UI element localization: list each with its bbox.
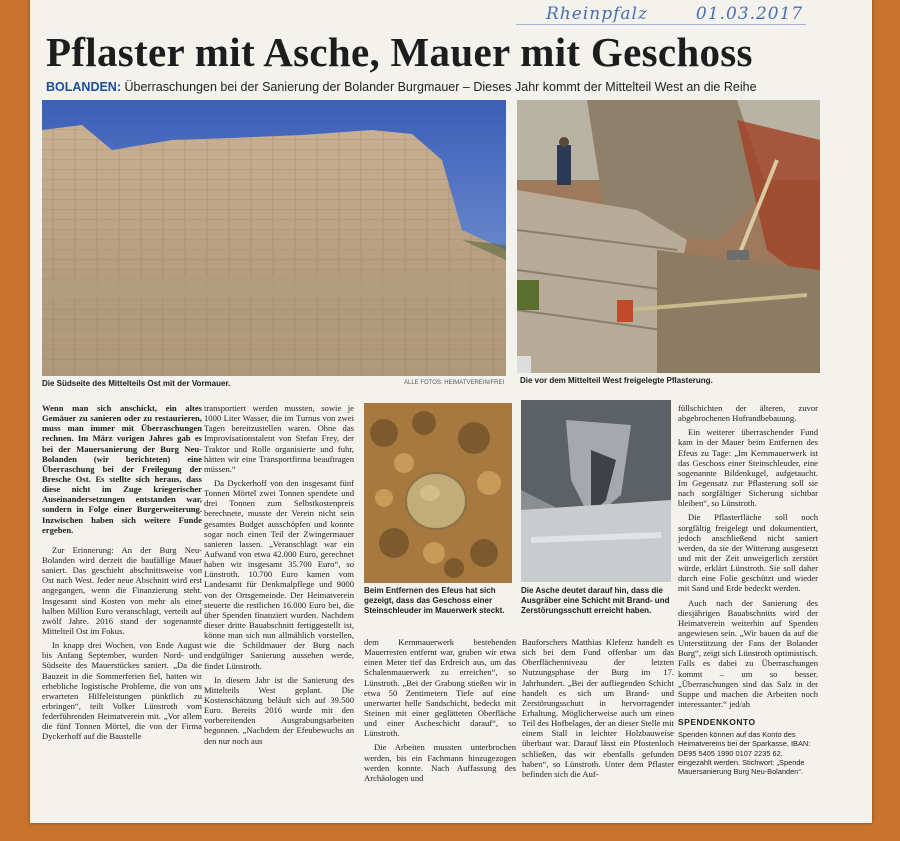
kicker-text: Überraschungen bei der Sanierung der Bolander Burgmauer – Dieses Jahr kommt der Mittelteil West an die Reihe <box>124 80 757 94</box>
ash-layer-image <box>521 400 671 582</box>
handwritten-note <box>546 4 851 24</box>
handwritten-date: 01.03.2017 <box>695 4 804 24</box>
col1-paragraph-2: In knapp drei Wochen, von Ende August bis Anfang September, wurden Nord- und Südseite des Mauerstückes saniert. „Da die Bauzeit in die Sommerferien fiel, hatten wir erhebliche logistische Probleme, die von uns erwarteten Hilfeleistungen pünktlich zu erbringen“, teilt Volker Lünstroth vom federführenden Heimatverein mit. „Vor allem die fünf Tonnen Mörtel, die von der Firma Dyckerhoff auf die Baustelle <box>42 640 202 742</box>
ash-photo-caption: Die Asche deutet darauf hin, dass die Ausgräber eine Schicht mit Brand- und Zerstörungsschutt erreicht haben. <box>521 586 670 615</box>
ivy-photo-caption: Beim Entfernen des Efeus hat sich gezeigt, dass das Geschoss einer Steinschleuder im Mauerwerk steckt. <box>364 586 505 615</box>
col3-paragraph-2: Die Arbeiten mussten unterbrochen werden, bis ein Fachmann hinzugezogen werden konnte. Nach Auffassung des Archäologen und <box>364 742 516 783</box>
col3-paragraph-1: dem Kernmauerwerk bestehenden Mauerresten entfernt war, gruben wir etwa einen Meter tief das Erdreich aus, um das Schalenmauerwerk zu erreichen“, so Lünstroth. „Bei der Grabung stießen wir in etwa 50 Zentimetern Tiefe auf eine unerwartet helle Sandschicht, bedeckt mit Steinen mit einer geglätteten Oberfläche und einer Ascheschicht darauf“, so Lünstroth. <box>364 637 516 739</box>
header-rule <box>516 24 806 25</box>
article-column-2 <box>204 403 354 750</box>
handwritten-source: Rheinpfalz <box>546 4 648 24</box>
article-column-1 <box>42 403 202 746</box>
col4-paragraph-1: Bauforschers Matthias Klefenz handelt es sich bei dem Fund offenbar um das Oberflächenniveau der letzten Nutzungsphase der Burg im 17. Jahrhundert. „Bei der aufliegenden Schicht handelt es sich um Brand- und Zerstörungsschutt in hervorragender Erhaltung. Möglicherweise auch um einen Teil des Hofbelages, der an dieser Stelle mit einem Stall in leichter Holzbauweise überbaut war. Darauf lässt ein Pfostenloch schließen, das wir ebenfalls gefunden haben“, so Lünstroth. Unter dem Pflaster befinden sich die Auf- <box>522 637 674 779</box>
photo-credit: ALLE FOTOS: HEIMATVEREIN/FREI <box>404 380 505 386</box>
col5-paragraph-2: Ein weiterer überraschender Fund kam in der Mauer beim Entfernen des Efeus zu Tage: „Im Kernmauerwerk ist das Geschoss einer Steinschleuder, eine sogenannte Bildenkugel, aufgetaucht. Im Gegensatz zur Pflasterung soll sie nach sorgfältiger Sicherung sichtbar bleiben“, so Lünstroth. <box>678 427 818 509</box>
col1-paragraph-1: Zur Erinnerung: An der Burg Neu-Bolanden wird derzeit die baufällige Mauer saniert. Das geschieht abschnittsweise von Ost nach West. Jeder neue Abschnitt wird erst angegangen, wenn die Finanzierung steht. Insgesamt sind Kosten von mehr als einer halben Million Euro veranschlagt, verteilt auf zwölf Jahre. 2016 stand der sogenannte Mittelteil Ost im Fokus. <box>42 544 202 636</box>
kicker-place: BOLANDEN: <box>46 80 121 94</box>
projectile-in-wall-image <box>364 403 512 583</box>
col5-paragraph-3: Die Pflasterfläche soll noch sorgfältig freigelegt und dokumentiert, jedoch anschließend nicht saniert werden, da sie der Witterung ausgesetzt und mit der Zeit unweigerlich zerstört würde, erklärt Lünstroth. Sie soll daher durch eine Folie geschützt und wieder mit Sand und Erde bedeckt werden. <box>678 512 818 594</box>
article-column-4 <box>522 637 674 783</box>
donation-box-heading: SPENDENKONTO <box>678 717 756 728</box>
ash-photo <box>521 400 671 582</box>
excavation-photo-caption: Die vor dem Mittelteil West freigelegte Pflasterung. <box>520 376 713 385</box>
kicker <box>46 80 757 94</box>
col2-paragraph-1: transportiert werden mussten, sowie je 1000 Liter Wasser, die im Turnus von zwei Tagen bereitzustellen waren. Ohne das Improvisationstalent von Stefan Frey, der Traktor und Rolle organisierte und fuhr, hätten wir eine Transportfirma beauftragen müssen.“ <box>204 403 354 474</box>
col5-paragraph-4: Auch nach der Sanierung des diesjährigen Bauabschnitts wird der Heimatverein weiterhin auf Spenden angewiesen sein. „Wir bauen da auf die Unterstützung der Fans der Bolander Burg“, zeigt sich Lünstroth optimistisch. Falls es dabei zu Überraschungen kommt – um so besser. „Überraschungen sind das Salz in der Suppe und machen die Arbeiten noch interessanter.“ jed/ah <box>678 597 818 709</box>
headline: Pflaster mit Asche, Mauer mit Geschoss <box>46 29 753 75</box>
wall-photo-caption: Die Südseite des Mittelteils Ost mit der Vormauer. <box>42 379 231 388</box>
col5-paragraph-1: füllschichten der älteren, zuvor abgebrochenen Hofrandbebauung. <box>678 403 818 424</box>
article-lead: Wenn man sich anschickt, ein altes Gemäuer zu sanieren oder zu restaurieren, muss man immer mit Überraschungen rechnen. Im März vorigen Jahres gab es bei der Mauersanierung der Burg Neu-Bolanden (wir berichteten) eine Überraschung bei der Freilegung der Bresche Ost. Es stellte sich heraus, dass diese nicht im Zuge kriegerischer Auseinandersetzungen entstanden war, sondern in Folge einer Burgerweiterung. Inzwischen haben sich weitere Funde ergeben. <box>42 403 202 535</box>
castle-wall-image <box>42 100 506 376</box>
wall-photo <box>42 100 506 376</box>
article-column-5 <box>678 403 818 776</box>
col2-paragraph-3: In diesem Jahr ist die Sanierung des Mittelteils West geplant. Die Kostenschätzung beläuft sich auf 39.500 Euro. Bereits 2016 wurde mit den vorbereitenden Ausgrabungsarbeiten begonnen. „Nachdem der Efeubewuchs an den nur noch aus <box>204 674 354 746</box>
excavation-photo <box>517 100 820 373</box>
ivy-photo <box>364 403 512 583</box>
col2-paragraph-2: Da Dyckerhoff von den insgesamt fünf Tonnen Mörtel zwei Tonnen spendete und drei Tonnen zum Selbstkostenpreis berechnete, musste der Verein nicht sein gesamtes Budget ausschöpfen und konnte sogar noch einen Teil der Zwingermauer sanieren lassen. „Veranschlagt war ein Aufwand von etwa 42.000 Euro, gerechnet haben wir insgesamt 35.700 Euro“, so Lünstroth. 10.700 Euro kamen vom Landesamt für Denkmalpflege und 9000 von der Ortsgemeinde. Der Heimatverein steuerte die restlichen 16.000 Euro bei, die über Spenden finanziert wurden. Nachdem dieser dritte Bauabschnitt fertiggestellt ist, könne man sich nun allmählich vorstellen, wie die Schildmauer der Burg nach endgültiger Sanierung aussehen werde, findet Lünstroth. <box>204 477 354 671</box>
article-column-3 <box>364 637 516 787</box>
excavation-image <box>517 100 820 373</box>
donation-box-text: Spenden können auf das Konto des Heimatvereins bei der Sparkasse, IBAN: DE95 5405 1990 0107 2235 62, eingezahlt werden. Stichwort: „Spende Mauersanierung Burg Neu-Bolanden“. <box>678 730 811 777</box>
